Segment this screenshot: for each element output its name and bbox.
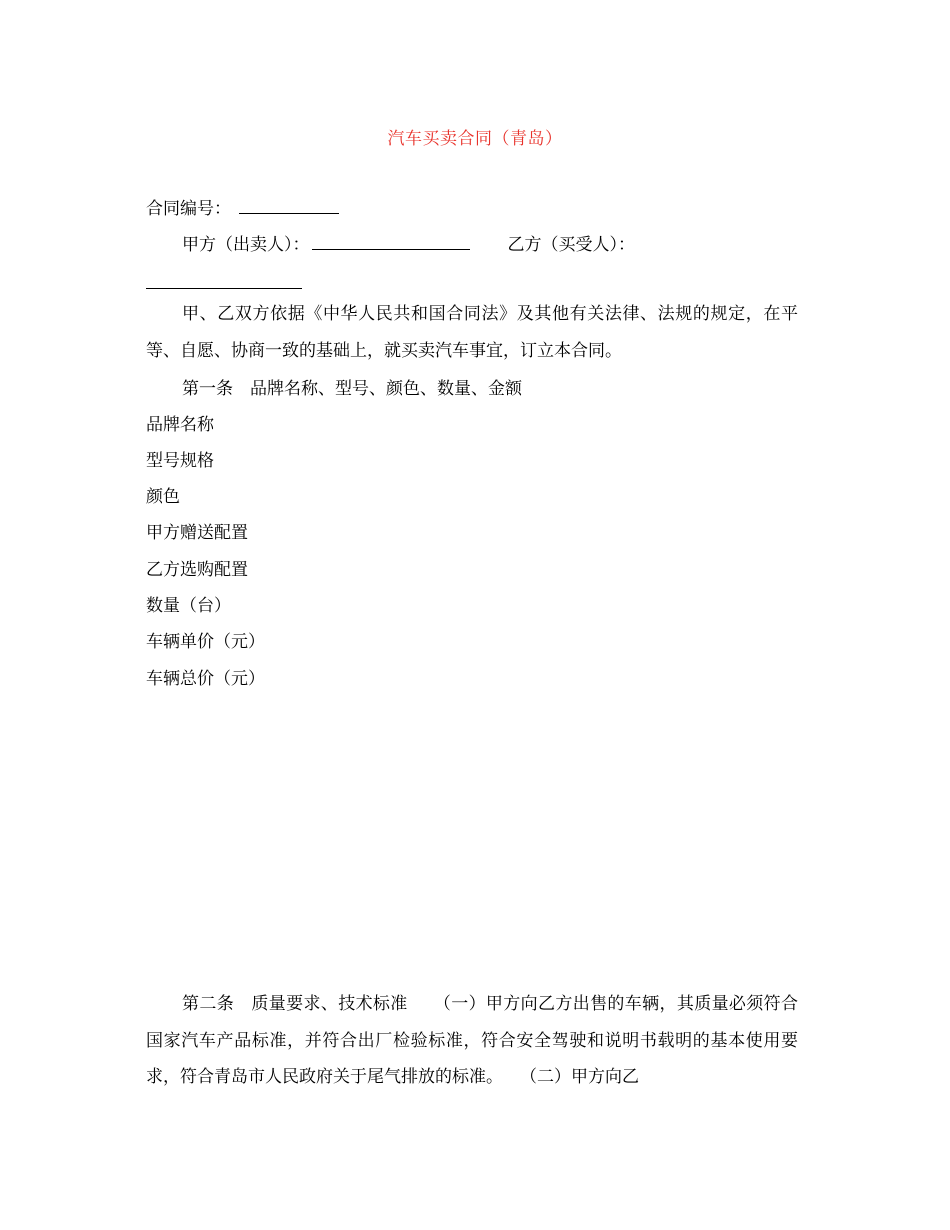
document-title: 汽车买卖合同（青岛）	[387, 129, 563, 149]
article-2-paragraph: 第二条 质量要求、技术标准 （一）甲方向乙方出售的车辆，其质量必须符合国家汽车产品标准，并符合出厂检验标准，符合安全驾驶和说明书载明的基本使用要求，符合青岛市人民政府关于尾气排放的标准。 （二）甲方向乙	[146, 994, 798, 1087]
item-brand-name: 品牌名称	[146, 415, 214, 435]
parties-line	[182, 233, 635, 256]
item-total-price: 车辆总价（元）	[146, 669, 265, 689]
contract-number-label: 合同编号：	[146, 199, 231, 219]
contract-number-line	[146, 197, 339, 220]
intro-paragraph: 甲、乙双方依据《中华人民共和国合同法》及其他有关法律、法规的规定，在平等、自愿、协商一致的基础上，就买卖汽车事宜，订立本合同。	[146, 304, 798, 361]
item-model-spec: 型号规格	[146, 451, 214, 471]
party-b-blank-line	[146, 272, 302, 295]
party-a-label: 甲方（出卖人）：	[182, 235, 310, 255]
party-b-blank	[146, 272, 302, 289]
article-1-heading: 第一条 品牌名称、型号、颜色、数量、金额	[182, 379, 522, 399]
item-quantity: 数量（台）	[146, 596, 231, 616]
contract-number-blank	[239, 197, 339, 214]
item-color: 颜色	[146, 487, 180, 507]
party-b-label: 乙方（买受人）：	[507, 235, 635, 255]
item-party-a-gift-config: 甲方赠送配置	[146, 523, 248, 543]
item-party-b-option-config: 乙方选购配置	[146, 560, 248, 580]
item-unit-price: 车辆单价（元）	[146, 632, 265, 652]
party-a-blank	[312, 233, 470, 250]
